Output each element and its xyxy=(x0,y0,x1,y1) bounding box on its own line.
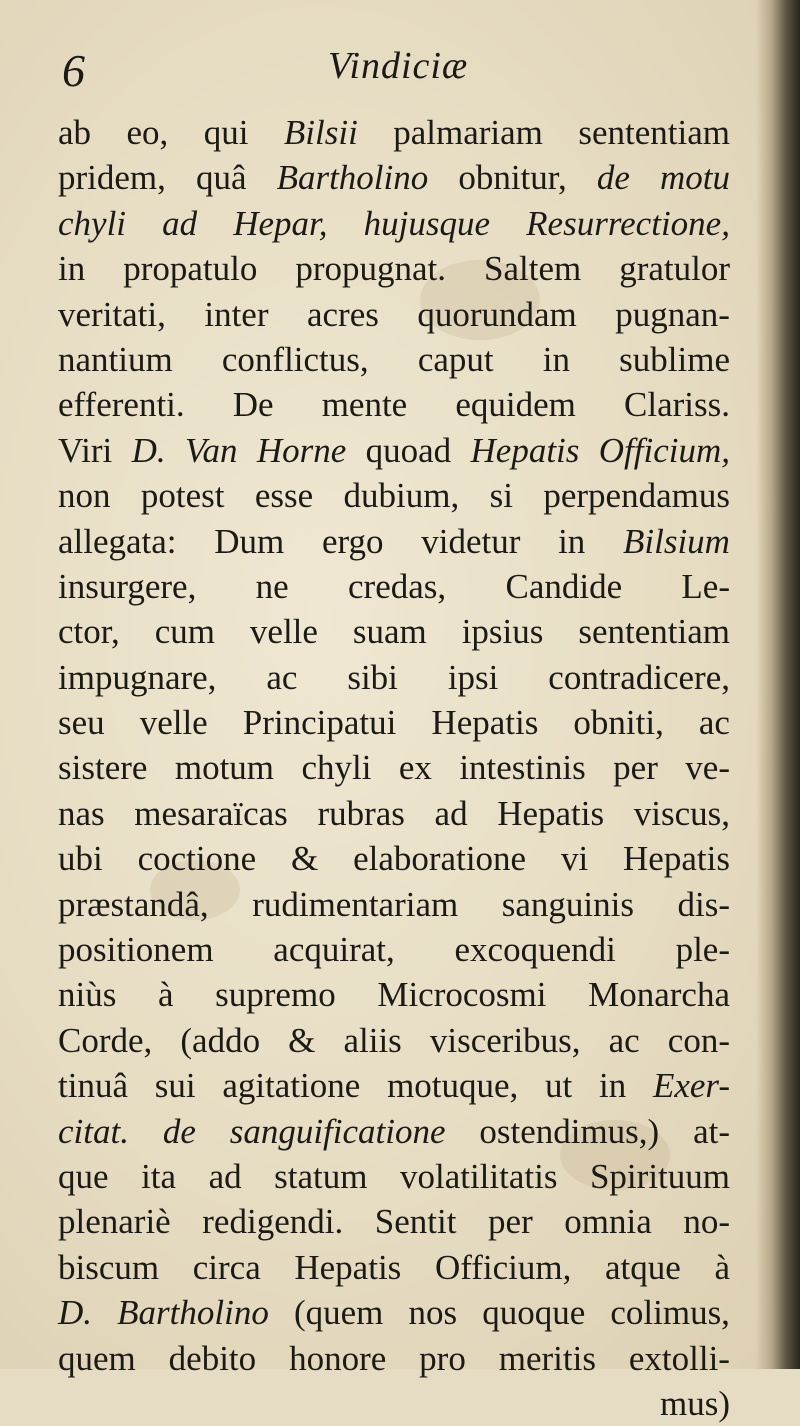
word: supremo xyxy=(215,975,336,1015)
word: motum xyxy=(174,748,275,788)
text-line xyxy=(58,1381,730,1426)
text-line xyxy=(58,155,730,200)
text-line xyxy=(58,972,730,1017)
word: Bartholino xyxy=(276,158,429,198)
text-line xyxy=(58,1109,730,1154)
word: contradicere, xyxy=(548,657,730,697)
word: eo, xyxy=(126,113,169,152)
word: Officium, xyxy=(434,1247,572,1287)
word: Exer- xyxy=(652,1066,730,1106)
word: D. xyxy=(58,1293,93,1333)
word: Corde, xyxy=(58,1020,153,1060)
word: allegata: xyxy=(58,521,177,561)
word: circa xyxy=(192,1247,261,1287)
word: quorundam xyxy=(417,294,577,334)
word: hujusque xyxy=(363,203,491,243)
word: Horne xyxy=(256,430,347,470)
text-line xyxy=(58,337,730,382)
word: ple- xyxy=(675,930,730,970)
text-line xyxy=(58,1063,730,1108)
word: positionem xyxy=(58,930,214,970)
word: vi xyxy=(560,839,589,879)
text-line xyxy=(58,110,730,155)
word: Hepatis xyxy=(294,1247,402,1287)
word: (quem xyxy=(293,1293,384,1333)
word: dubium, xyxy=(343,476,460,516)
word: Spirituum xyxy=(589,1156,730,1196)
word: ut xyxy=(545,1066,573,1106)
text-line xyxy=(58,564,730,609)
text-line xyxy=(58,882,730,927)
word: (addo xyxy=(180,1020,261,1060)
word: ac xyxy=(608,1020,640,1060)
word: ipsi xyxy=(447,657,499,697)
word: suam xyxy=(352,612,427,652)
word: motuque, xyxy=(387,1066,519,1106)
word: equidem xyxy=(455,385,576,425)
word: nantium xyxy=(58,339,173,379)
text-line xyxy=(58,519,730,564)
word: honore xyxy=(289,1338,387,1378)
word: De xyxy=(232,385,274,425)
text-line xyxy=(58,791,730,836)
word: intestinis xyxy=(459,748,586,788)
word: viscus, xyxy=(633,793,730,833)
word: ac xyxy=(266,657,298,697)
word: sanguinis xyxy=(501,884,634,924)
text-line xyxy=(58,655,730,700)
word: extolli- xyxy=(628,1338,730,1378)
word: velle xyxy=(249,612,318,652)
text-line xyxy=(58,1290,730,1335)
word: volatilitatis xyxy=(399,1156,558,1196)
word: meritis xyxy=(498,1338,596,1378)
word: at- xyxy=(693,1111,730,1151)
word: de xyxy=(596,158,630,198)
word: in xyxy=(558,521,586,561)
word: ad xyxy=(162,203,198,243)
text-line xyxy=(58,473,730,518)
text-line xyxy=(58,836,730,881)
word: aliis xyxy=(343,1020,402,1060)
word: conflictus, xyxy=(221,339,369,379)
word: coctione xyxy=(137,839,257,879)
word: ergo xyxy=(321,521,384,561)
word: Viri xyxy=(58,430,113,470)
word: ctor, xyxy=(58,612,120,652)
text-line xyxy=(58,700,730,745)
word: à xyxy=(157,975,174,1015)
word: obniti, xyxy=(573,703,664,743)
text-line xyxy=(58,1245,730,1290)
word: in xyxy=(599,1066,627,1106)
word: obnitur, xyxy=(458,158,567,198)
word: insurgere, xyxy=(58,566,197,606)
word: chyli xyxy=(301,748,372,788)
word: citat. xyxy=(58,1111,129,1151)
word: & xyxy=(291,839,319,879)
word: sententiam xyxy=(578,612,730,652)
word: debito xyxy=(168,1338,257,1378)
word: sui xyxy=(154,1066,196,1106)
word: mesaraïcas xyxy=(134,793,288,833)
word: caput xyxy=(417,339,494,379)
text-line xyxy=(58,428,730,473)
word: Officium, xyxy=(598,430,730,470)
word: Bilsium xyxy=(623,521,730,561)
word: cum xyxy=(154,612,215,652)
word: pridem, xyxy=(58,158,166,198)
word: biscum xyxy=(58,1247,160,1287)
word: potest xyxy=(140,476,225,516)
word: Saltem xyxy=(484,249,582,289)
word: palmariam xyxy=(393,113,543,152)
word: ve- xyxy=(685,748,730,788)
word: sublime xyxy=(619,339,730,379)
word: Clariss. xyxy=(624,385,730,425)
word: inter xyxy=(204,294,269,334)
word: efferenti. xyxy=(58,385,185,425)
word: ab xyxy=(58,113,92,152)
word: Sentit xyxy=(374,1202,457,1242)
word: excoquendi xyxy=(454,930,616,970)
word: impugnare, xyxy=(58,657,217,697)
word: quoque xyxy=(482,1293,586,1333)
word: Le- xyxy=(681,566,730,606)
word: de xyxy=(162,1111,196,1151)
text-line xyxy=(58,927,730,972)
word: velle xyxy=(139,703,208,743)
word: no- xyxy=(683,1202,730,1242)
word: que xyxy=(58,1156,109,1196)
word: seu xyxy=(58,703,105,743)
word: sententiam xyxy=(578,113,730,152)
word: quoad xyxy=(365,430,452,470)
word: in xyxy=(58,249,86,289)
word: ad xyxy=(208,1156,242,1196)
text-line xyxy=(58,745,730,790)
word: colimus, xyxy=(610,1293,730,1333)
word: niùs xyxy=(58,975,117,1015)
word: D. xyxy=(131,430,166,470)
word: Hepatis xyxy=(623,839,730,879)
word: agitatione xyxy=(222,1066,361,1106)
word: mente xyxy=(321,385,408,425)
word: rubras xyxy=(317,793,405,833)
word: plenariè xyxy=(58,1202,171,1242)
word: ad xyxy=(434,793,468,833)
word: chyli xyxy=(58,203,127,243)
word: ita xyxy=(141,1156,177,1196)
text-line xyxy=(58,246,730,291)
word: redigendi. xyxy=(202,1202,344,1242)
word: non xyxy=(58,476,111,516)
word: præstandâ, xyxy=(58,884,209,924)
text-line xyxy=(58,292,730,337)
word: acquirat, xyxy=(273,930,395,970)
word: ostendimus,) xyxy=(479,1111,660,1151)
word: omnia xyxy=(564,1202,652,1242)
text-line xyxy=(58,1199,730,1244)
word: Hepar, xyxy=(233,203,328,243)
page-header xyxy=(60,40,720,110)
word: Hepatis xyxy=(431,703,539,743)
word: sistere xyxy=(58,748,148,788)
word: per xyxy=(488,1202,533,1242)
word: visceribus, xyxy=(429,1020,581,1060)
word: elaboratione xyxy=(353,839,527,879)
word: mus) xyxy=(660,1383,730,1423)
word: ipsius xyxy=(461,612,544,652)
word: Principatui xyxy=(242,703,397,743)
word: Candide xyxy=(505,566,623,606)
word: propatulo xyxy=(123,249,258,289)
body-text xyxy=(58,110,730,1426)
word: in xyxy=(542,339,570,379)
word: nas xyxy=(58,793,105,833)
word: statum xyxy=(274,1156,368,1196)
word: perpendamus xyxy=(543,476,730,516)
word: ac xyxy=(698,703,730,743)
word: gratulor xyxy=(619,249,730,289)
word: Hepatis xyxy=(497,793,605,833)
word: Hepatis xyxy=(470,430,580,470)
text-line xyxy=(58,382,730,427)
word: Van xyxy=(185,430,238,470)
word: Dum xyxy=(214,521,285,561)
word: pugnan- xyxy=(615,294,730,334)
word: ubi xyxy=(58,839,103,879)
word: sibi xyxy=(347,657,398,697)
word: rudimentariam xyxy=(252,884,459,924)
word: veritati, xyxy=(58,294,166,334)
word: dis- xyxy=(677,884,730,924)
word: nos xyxy=(408,1293,458,1333)
word: & xyxy=(288,1020,316,1060)
text-line xyxy=(58,609,730,654)
word: quem xyxy=(58,1338,136,1378)
word: acres xyxy=(306,294,379,334)
word: tinuâ xyxy=(58,1066,128,1106)
text-line xyxy=(58,1018,730,1063)
word: credas, xyxy=(348,566,447,606)
word: con- xyxy=(667,1020,730,1060)
word: à xyxy=(714,1247,730,1287)
word: atque xyxy=(605,1247,681,1287)
word: Bartholino xyxy=(117,1293,269,1333)
text-line xyxy=(58,1336,730,1381)
word: motu xyxy=(659,158,730,198)
word: ex xyxy=(398,748,432,788)
word: quâ xyxy=(195,158,247,198)
word: qui xyxy=(203,113,249,152)
word: si xyxy=(489,476,513,516)
word: Microcosmi xyxy=(377,975,547,1015)
word: Monarcha xyxy=(588,975,730,1015)
word: pro xyxy=(419,1338,466,1378)
word: propugnat. xyxy=(295,249,447,289)
word: Resurrectione, xyxy=(526,203,730,243)
text-line xyxy=(58,201,730,246)
word: ne xyxy=(255,566,289,606)
word: Bilsii xyxy=(283,113,358,152)
text-line xyxy=(58,1154,730,1199)
book-gutter-shadow xyxy=(756,0,800,1369)
page-number: 6 xyxy=(62,45,85,96)
running-title: Vindiciæ xyxy=(328,45,469,87)
word: per xyxy=(613,748,658,788)
word: sanguificatione xyxy=(229,1111,446,1151)
word: esse xyxy=(254,476,314,516)
word: videtur xyxy=(421,521,521,561)
